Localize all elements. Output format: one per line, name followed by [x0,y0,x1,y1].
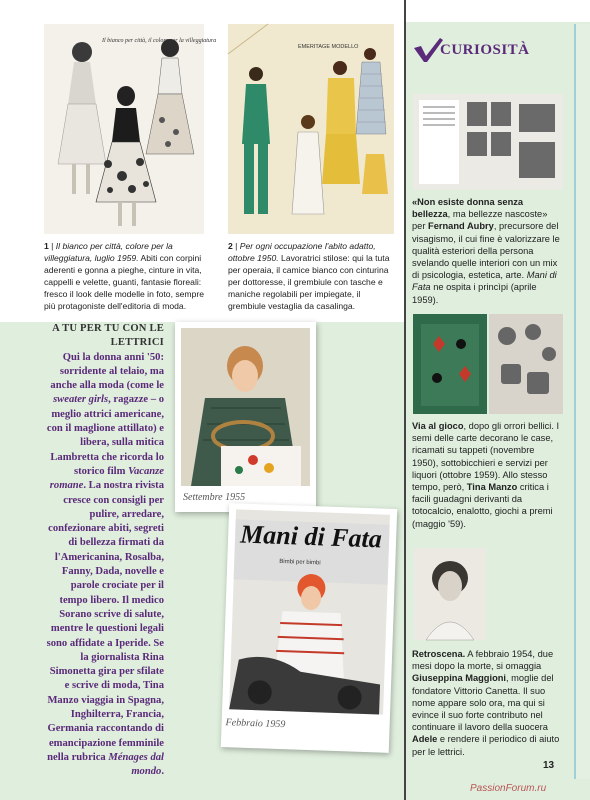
column-divider [404,0,406,800]
curio1-text: «Non esiste donna senza bellezza, ma bellezze nascoste» per Fernand Aubry, precursore del visagismo, il cui fine è valorizzare le qualità esteriori della persona svelando quelle interiori con un mix di psicologia, estetica, arte. Mani di Fata ne ospita i princìpi (aprile 1959). [412,197,560,305]
curio2-text: Via al gioco, dopo gli orrori bellici. I semi delle carte decorano le case, ricamati su tappeti (novembre 1950), sottobicchieri e servizi per liquori (ottobre 1959). Allo stesso tempo, però, Tina Manzo critica i facili guadagni derivanti da totocalcio, enalotto, giochi a premi (maggio '59). [412,421,560,529]
polaroid-embroidery [175,322,316,512]
page-number: 13 [543,760,555,771]
curio3-text: Retroscena. A febbraio 1954, due mesi dopo la morte, si omaggia Giuseppina Maggioni, moglie del fondatore Vittorio Canetta. Il suo nome appare solo ora, ma qui si evince il suo forte contributo nel continuare il lavoro della suocera Adele e rendere il periodico di aiuto per le lettrici. [412,649,560,757]
magazine-cover-sub: Bimbi per bimbi [279,558,321,567]
polaroid-magazine-cover [221,503,397,753]
watermark: PassionForum.ru [470,783,547,794]
sidebar-top-margin [405,0,590,22]
polaroid2-label: Febbraio 1959 [225,717,286,731]
fig2-caption: 2 | Per ogni occupazione l'abito adatto, ottobre 1950. Lavoratrici stilose: qui la tuta per operaia, il camice bianco con cinturina per dottoresse, il grembiule con tasche e maniche regolabili per impiegate, il grembiule vestaglia da casalinga. [228,241,390,311]
fig1-inset-text: Il bianco per città, il colore per la villeggiatura [102,38,217,44]
article-body: A TU PER TU CON LE LETTRICI Qui la donna anni '50: sorridente al telaio, ma anche alla moda (come le sweater girls, ragazze – o meglio attrici americane, con il maglione attillato) e libera, sulla mitica Lambretta che ricorda lo storico film Vacanze romane. La nostra rivista cresce con consigli per pulire, arredare, confezionare abiti, segreti di bellezza firmati da l'Americanina, Rosalba, Fanny, Dada, novelle e parole crociate per il tempo libero. Il medico Sorano scrive di salute, mentre le questioni legali sono affidate a Iperide. Se la giornalista Rina Simonetta gira per sfilate e scrive di moda, Tina Manzo viaggia in Spagna, Inghilterra, Francia, Germania raccontando di emancipazione femminile nella rubrica Ménages dal mondo. [46,323,164,778]
page-edge-tab [574,24,590,779]
curio3-portrait [414,548,486,640]
fig1-caption: 1 | Il bianco per città, colore per la villeggiatura, luglio 1959. Abiti con corpini aderenti e gonna a pieghe, cinture in vita, cappelli e velette, guanti, fantasie floreali: fresco il look delle modelle in foto, sempre più protagoniste dell'editoria di moda. [44,241,205,311]
page-top-margin [0,0,404,22]
sidebar-title: CURIOSITÀ [440,42,530,58]
fig1-image [44,24,217,234]
curio2-image [413,314,563,414]
fig2-image [228,24,394,234]
fig2-inset-text: EMERITAGE MODELLO [298,44,359,50]
magazine-title: Mani di Fata [239,519,383,554]
curio1-image [413,94,563,190]
polaroid1-label: Settembre 1955 [183,492,246,503]
article-heading: A TU PER TU CON LE LETTRICI [52,323,164,349]
